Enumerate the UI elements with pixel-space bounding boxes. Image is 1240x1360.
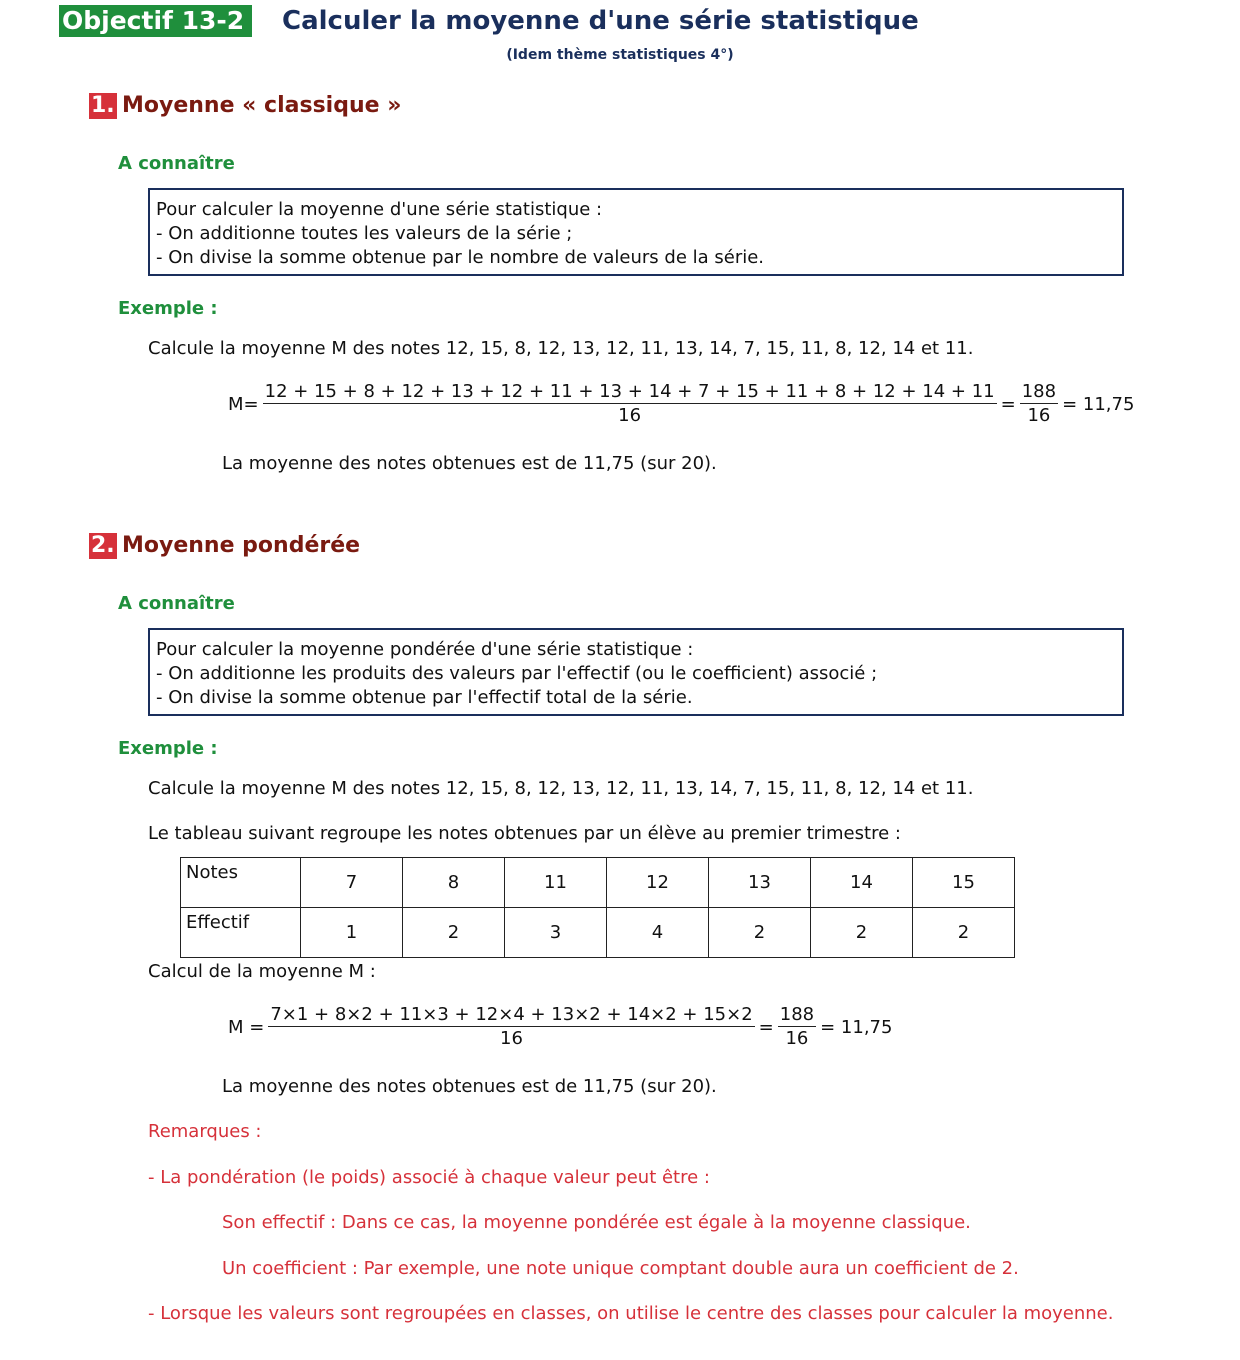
table-row-label: Notes [181, 858, 301, 908]
table-cell: 2 [709, 908, 811, 958]
table-row [181, 908, 1015, 958]
formula-equals: = [758, 1017, 774, 1038]
formula-lhs: M = [228, 1017, 265, 1038]
formula-lhs: M= [228, 394, 259, 415]
section-1-prompt: Calcule la moyenne M des notes 12, 15, 8, 12, 13, 12, 11, 13, 14, 7, 15, 11, 8, 12, 14 et 11. [148, 338, 974, 359]
notes-table [180, 857, 1015, 958]
rule-line: - On divise la somme obtenue par le nombre de valeurs de la série. [156, 247, 765, 268]
section-1-title: Moyenne « classique » [122, 93, 402, 118]
section-2-conclusion: La moyenne des notes obtenues est de 11,75 (sur 20). [222, 1076, 717, 1097]
section-2-title: Moyenne pondérée [122, 533, 361, 558]
table-row [181, 858, 1015, 908]
table-cell: 14 [811, 858, 913, 908]
table-cell: 2 [811, 908, 913, 958]
formula-fraction [268, 1004, 754, 1051]
rule-line: - On divise la somme obtenue par l'effectif total de la série. [156, 687, 693, 708]
table-cell: 4 [607, 908, 709, 958]
table-cell: 13 [709, 858, 811, 908]
formula-numerator: 12 + 15 + 8 + 12 + 13 + 12 + 11 + 13 + 14 + 7 + 15 + 11 + 8 + 12 + 14 + 11 [264, 381, 995, 402]
remarks-label: Remarques : [148, 1121, 262, 1142]
remark-subitem: Un coefficient : Par exemple, une note unique comptant double aura un coefficient de 2. [222, 1258, 1019, 1279]
rule-line: Pour calculer la moyenne pondérée d'une série statistique : [156, 639, 694, 660]
formula-numerator-2: 188 [1021, 381, 1057, 402]
table-cell: 15 [913, 858, 1015, 908]
remark-item: - Lorsque les valeurs sont regroupées en classes, on utilise le centre des classes pour calculer la moyenne. [148, 1303, 1114, 1324]
table-cell: 2 [913, 908, 1015, 958]
formula-denominator: 16 [618, 405, 642, 426]
formula-numerator: 7×1 + 8×2 + 11×3 + 12×4 + 13×2 + 14×2 + 15×2 [270, 1004, 753, 1025]
table-cell: 3 [505, 908, 607, 958]
table-cell: 8 [403, 858, 505, 908]
table-cell: 11 [505, 858, 607, 908]
section-1-formula [228, 381, 1134, 428]
section-1-example-label: Exemple : [118, 298, 218, 319]
section-2-number: 2. [91, 533, 115, 558]
section-2-prompt: Calcule la moyenne M des notes 12, 15, 8, 12, 13, 12, 11, 13, 14, 7, 15, 11, 8, 12, 14 et 11. [148, 778, 974, 799]
section-2-know-label: A connaître [118, 593, 235, 614]
section-2-formula [228, 1004, 892, 1051]
formula-denominator: 16 [500, 1028, 523, 1049]
section-2-example-label: Exemple : [118, 738, 218, 759]
table-cell: 1 [301, 908, 403, 958]
objective-badge: Objectif 13-2 [59, 5, 252, 37]
formula-fraction [263, 381, 997, 428]
section-1-number: 1. [91, 93, 115, 118]
section-2-rule-box [148, 628, 1124, 716]
section-1-rule-box [148, 188, 1124, 276]
remark-subitem: Son effectif : Dans ce cas, la moyenne pondérée est égale à la moyenne classique. [222, 1212, 971, 1233]
formula-equals: = [1000, 394, 1016, 415]
table-intro: Le tableau suivant regroupe les notes obtenues par un élève au premier trimestre : [148, 823, 901, 844]
table-cell: 7 [301, 858, 403, 908]
section-1-know-label: A connaître [118, 153, 235, 174]
rule-line: Pour calculer la moyenne d'une série statistique : [156, 199, 603, 220]
formula-result: = 11,75 [1062, 394, 1135, 415]
page-subtitle: (Idem thème statistiques 4°) [506, 47, 734, 63]
formula-fraction-2 [778, 1004, 816, 1051]
table-row-label: Effectif [181, 908, 301, 958]
formula-numerator-2: 188 [779, 1004, 815, 1025]
formula-denominator-2: 16 [1027, 405, 1051, 426]
remark-item: - La pondération (le poids) associé à chaque valeur peut être : [148, 1167, 710, 1188]
section-1-conclusion: La moyenne des notes obtenues est de 11,75 (sur 20). [222, 453, 717, 474]
table-cell: 12 [607, 858, 709, 908]
calc-label: Calcul de la moyenne M : [148, 961, 376, 982]
formula-result: = 11,75 [820, 1017, 893, 1038]
table-cell: 2 [403, 908, 505, 958]
formula-denominator-2: 16 [785, 1028, 809, 1049]
page-title: Calculer la moyenne d'une série statistique [282, 6, 919, 36]
rule-line: - On additionne toutes les valeurs de la série ; [156, 223, 573, 244]
formula-fraction-2 [1020, 381, 1058, 428]
rule-line: - On additionne les produits des valeurs par l'effectif (ou le coefficient) associé ; [156, 663, 878, 684]
